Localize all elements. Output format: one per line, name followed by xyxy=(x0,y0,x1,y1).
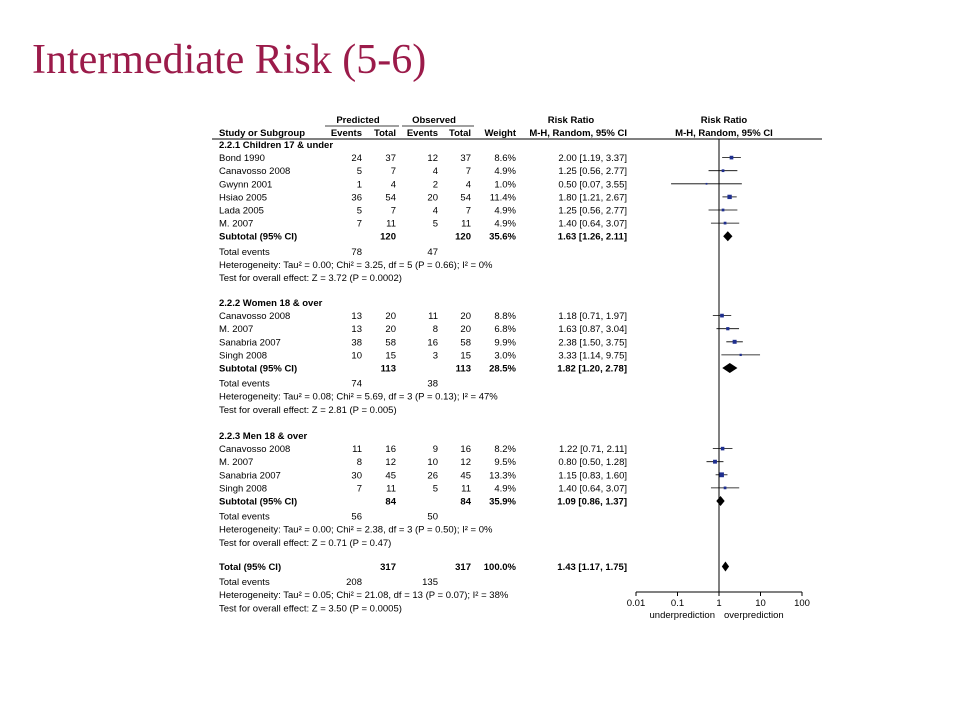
study-weight: 9.5% xyxy=(494,457,516,469)
study-obs-events: 16 xyxy=(427,337,438,349)
subgroup-title: 2.2.2 Women 18 & over xyxy=(219,298,323,309)
subgroup-subtotal-ci: 1.63 [1.26, 2.11] xyxy=(557,231,627,243)
header-weight: Weight xyxy=(484,128,516,139)
overall-overall-effect: Test for overall effect: Z = 3.50 (P = 0.0005) xyxy=(219,603,402,615)
study-marker xyxy=(727,195,731,199)
study-obs-events: 2 xyxy=(432,179,438,191)
study-ci: 2.00 [1.19, 3.37] xyxy=(558,153,627,165)
study-marker xyxy=(719,472,724,477)
subgroup-subtotal-label: Subtotal (95% CI) xyxy=(219,496,298,508)
study-weight: 6.8% xyxy=(494,324,516,336)
subgroup-subtotal-pred-total: 113 xyxy=(380,363,396,375)
study-ci: 3.33 [1.14, 9.75] xyxy=(558,350,627,362)
study-name: Sanabria 2007 xyxy=(219,470,281,482)
subgroup-subtotal-ci: 1.82 [1.20, 2.78] xyxy=(557,363,627,375)
header-predicted: Predicted xyxy=(336,115,380,126)
subgroup-title: 2.2.1 Children 17 & under xyxy=(219,140,334,151)
study-pred-total: 20 xyxy=(385,324,396,336)
study-marker xyxy=(713,460,717,464)
subgroup-total-events-pred: 74 xyxy=(351,378,362,390)
study-weight: 1.0% xyxy=(494,179,516,191)
subgroup-subtotal-label: Subtotal (95% CI) xyxy=(219,231,298,243)
study-obs-total: 7 xyxy=(465,205,471,217)
study-pred-total: 20 xyxy=(385,311,396,323)
overall-total-diamond xyxy=(722,562,729,572)
header-observed: Observed xyxy=(412,115,456,126)
study-marker xyxy=(724,222,727,225)
study-marker xyxy=(740,354,742,356)
subgroup-subtotal-pred-total: 84 xyxy=(385,496,396,508)
study-obs-total: 20 xyxy=(460,324,471,336)
overall-total-events-pred: 208 xyxy=(346,577,362,589)
study-obs-total: 37 xyxy=(460,153,471,165)
study-pred-events: 10 xyxy=(351,350,362,362)
subgroup-subtotal-ci: 1.09 [0.86, 1.37] xyxy=(557,496,627,508)
study-pred-total: 11 xyxy=(386,483,396,495)
study-obs-total: 58 xyxy=(460,337,471,349)
study-ci: 2.38 [1.50, 3.75] xyxy=(558,337,627,349)
study-name: Singh 2008 xyxy=(219,483,268,495)
header-pred-total: Total xyxy=(374,128,396,139)
study-obs-events: 12 xyxy=(427,153,438,165)
study-pred-events: 7 xyxy=(356,483,362,495)
study-pred-total: 15 xyxy=(385,350,396,362)
subgroup-subtotal-weight: 35.6% xyxy=(489,231,516,243)
study-marker xyxy=(726,327,729,330)
study-name: Lada 2005 xyxy=(219,205,264,217)
study-pred-events: 8 xyxy=(356,457,362,469)
study-obs-total: 15 xyxy=(460,350,471,362)
study-name: Sanabria 2007 xyxy=(219,337,281,349)
study-marker xyxy=(722,209,725,212)
study-obs-events: 4 xyxy=(432,166,438,178)
study-pred-events: 11 xyxy=(352,444,362,456)
study-obs-total: 54 xyxy=(460,192,471,204)
study-obs-total: 20 xyxy=(460,311,471,323)
study-weight: 4.9% xyxy=(494,166,516,178)
subgroup-total-events-pred: 78 xyxy=(351,246,362,258)
study-weight: 4.9% xyxy=(494,483,516,495)
study-name: M. 2007 xyxy=(219,218,254,230)
subgroup-title: 2.2.3 Men 18 & over xyxy=(219,431,308,442)
x-axis-tick-label: 0.01 xyxy=(626,598,646,609)
study-marker xyxy=(722,169,725,172)
study-ci: 1.40 [0.64, 3.07] xyxy=(558,483,627,495)
study-obs-events: 10 xyxy=(427,457,438,469)
study-obs-events: 5 xyxy=(432,218,438,230)
study-ci: 1.40 [0.64, 3.07] xyxy=(558,218,627,230)
subgroup-total-events-obs: 50 xyxy=(427,511,438,523)
study-ci: 1.63 [0.87, 3.04] xyxy=(558,324,627,336)
study-obs-total: 16 xyxy=(460,444,471,456)
study-pred-events: 38 xyxy=(351,337,362,349)
study-ci: 1.80 [1.21, 2.67] xyxy=(558,192,627,204)
study-ci: 1.15 [0.83, 1.60] xyxy=(558,470,627,482)
study-weight: 13.3% xyxy=(489,470,516,482)
study-pred-events: 13 xyxy=(351,311,362,323)
overall-heterogeneity: Heterogeneity: Tau² = 0.05; Chi² = 21.08, df = 13 (P = 0.07); I² = 38% xyxy=(219,590,509,602)
subgroup-subtotal-weight: 35.9% xyxy=(489,496,516,508)
study-pred-total: 7 xyxy=(390,166,396,178)
subgroup-subtotal-obs-total: 84 xyxy=(460,496,471,508)
study-weight: 8.2% xyxy=(494,444,516,456)
study-name: Gwynn 2001 xyxy=(219,179,273,191)
study-pred-events: 7 xyxy=(356,218,362,230)
study-weight: 11.4% xyxy=(489,192,516,204)
study-pred-total: 37 xyxy=(385,153,396,165)
study-pred-events: 36 xyxy=(351,192,362,204)
overall-total-ci: 1.43 [1.17, 1.75] xyxy=(557,562,627,573)
study-obs-events: 5 xyxy=(432,483,438,495)
study-name: Hsiao 2005 xyxy=(219,192,268,204)
x-axis-tick-label: 10 xyxy=(755,598,766,609)
subgroup-total-events-label: Total events xyxy=(219,511,270,523)
study-marker xyxy=(724,487,727,490)
study-name: Bond 1990 xyxy=(219,153,265,165)
study-obs-total: 7 xyxy=(465,166,471,178)
subgroup-heterogeneity: Heterogeneity: Tau² = 0.00; Chi² = 3.25, df = 5 (P = 0.66); I² = 0% xyxy=(219,259,493,271)
overall-total-pred-total: 317 xyxy=(380,562,396,573)
slide-title: Intermediate Risk (5-6) xyxy=(32,37,427,83)
subgroup-subtotal-pred-total: 120 xyxy=(380,231,396,243)
x-axis-tick-label: 100 xyxy=(794,598,810,609)
study-name: M. 2007 xyxy=(219,324,254,336)
subgroup-subtotal-obs-total: 113 xyxy=(455,363,471,375)
study-pred-total: 16 xyxy=(385,444,396,456)
study-weight: 3.0% xyxy=(494,350,516,362)
x-axis-tick-label: 1 xyxy=(716,598,722,609)
study-obs-events: 8 xyxy=(432,324,438,336)
study-ci: 1.25 [0.56, 2.77] xyxy=(558,205,627,217)
study-obs-events: 11 xyxy=(428,311,438,323)
study-obs-total: 45 xyxy=(460,470,471,482)
study-obs-events: 9 xyxy=(432,444,438,456)
study-name: M. 2007 xyxy=(219,457,254,469)
study-pred-total: 4 xyxy=(390,179,396,191)
header-method-plot: M-H, Random, 95% CI xyxy=(675,128,773,139)
study-ci: 0.50 [0.07, 3.55] xyxy=(558,179,627,191)
subgroup-overall-effect: Test for overall effect: Z = 3.72 (P = 0.0002) xyxy=(219,273,402,284)
study-pred-total: 58 xyxy=(385,337,396,349)
study-weight: 8.8% xyxy=(494,311,516,323)
header-obs-events: Events xyxy=(406,128,438,139)
study-pred-events: 1 xyxy=(356,179,362,191)
subgroup-total-events-pred: 56 xyxy=(351,511,362,523)
study-marker xyxy=(720,314,724,318)
subgroup-subtotal-label: Subtotal (95% CI) xyxy=(219,363,298,375)
x-axis-right-label: overprediction xyxy=(724,610,784,621)
study-weight: 4.9% xyxy=(494,205,516,217)
subgroup-subtotal-diamond xyxy=(722,363,737,373)
study-name: Canavosso 2008 xyxy=(219,166,291,178)
study-marker xyxy=(721,447,725,451)
study-pred-total: 7 xyxy=(390,205,396,217)
study-name: Canavosso 2008 xyxy=(219,311,291,323)
subgroup-total-events-obs: 47 xyxy=(427,246,438,258)
header-method: M-H, Random, 95% CI xyxy=(529,128,627,139)
study-pred-total: 11 xyxy=(386,218,396,230)
x-axis-left-label: underprediction xyxy=(649,610,715,621)
subgroup-heterogeneity: Heterogeneity: Tau² = 0.08; Chi² = 5.69, df = 3 (P = 0.13); I² = 47% xyxy=(219,391,498,403)
study-ci: 1.22 [0.71, 2.11] xyxy=(559,444,627,456)
study-ci: 0.80 [0.50, 1.28] xyxy=(558,457,627,469)
header-risk-ratio-plot: Risk Ratio xyxy=(700,115,748,126)
study-pred-events: 24 xyxy=(351,153,362,165)
subgroup-total-events-obs: 38 xyxy=(427,378,438,390)
study-obs-total: 11 xyxy=(461,483,471,495)
study-pred-total: 45 xyxy=(385,470,396,482)
study-weight: 8.6% xyxy=(494,153,516,165)
study-obs-events: 26 xyxy=(427,470,438,482)
subgroup-subtotal-obs-total: 120 xyxy=(455,231,471,243)
study-obs-events: 4 xyxy=(432,205,438,217)
overall-total-label: Total (95% CI) xyxy=(219,562,282,573)
subgroup-total-events-label: Total events xyxy=(219,378,270,390)
overall-total-obs-total: 317 xyxy=(455,562,471,573)
study-pred-events: 5 xyxy=(356,205,362,217)
header-risk-ratio: Risk Ratio xyxy=(547,115,595,126)
study-weight: 4.9% xyxy=(494,218,516,230)
x-axis-tick-label: 0.1 xyxy=(670,598,685,609)
subgroup-subtotal-diamond xyxy=(716,496,724,506)
study-name: Canavosso 2008 xyxy=(219,444,291,456)
header-study: Study or Subgroup xyxy=(219,128,306,139)
header-obs-total: Total xyxy=(449,128,471,139)
study-obs-events: 3 xyxy=(432,350,438,362)
study-weight: 9.9% xyxy=(494,337,516,349)
subgroup-total-events-label: Total events xyxy=(219,246,270,258)
study-marker xyxy=(706,183,708,185)
study-obs-events: 20 xyxy=(427,192,438,204)
study-pred-events: 30 xyxy=(351,470,362,482)
study-obs-total: 12 xyxy=(460,457,471,469)
subgroup-overall-effect: Test for overall effect: Z = 0.71 (P = 0.47) xyxy=(219,537,392,549)
header-pred-events: Events xyxy=(330,128,362,139)
subgroup-heterogeneity: Heterogeneity: Tau² = 0.00; Chi² = 2.38, df = 3 (P = 0.50); I² = 0% xyxy=(219,524,493,536)
study-name: Singh 2008 xyxy=(219,350,268,362)
study-marker xyxy=(733,340,737,344)
overall-total-events-label: Total events xyxy=(219,577,270,589)
overall-total-events-obs: 135 xyxy=(422,577,438,589)
study-pred-events: 13 xyxy=(351,324,362,336)
study-ci: 1.18 [0.71, 1.97] xyxy=(558,311,627,323)
subgroup-overall-effect: Test for overall effect: Z = 2.81 (P = 0.005) xyxy=(219,404,397,416)
subgroup-subtotal-diamond xyxy=(723,231,732,241)
study-obs-total: 11 xyxy=(461,218,471,230)
study-pred-total: 54 xyxy=(385,192,396,204)
study-obs-total: 4 xyxy=(465,179,471,191)
subgroup-subtotal-weight: 28.5% xyxy=(489,363,516,375)
study-pred-total: 12 xyxy=(385,457,396,469)
study-marker xyxy=(730,156,734,160)
study-ci: 1.25 [0.56, 2.77] xyxy=(558,166,627,178)
study-pred-events: 5 xyxy=(356,166,362,178)
overall-total-weight: 100.0% xyxy=(483,562,516,573)
